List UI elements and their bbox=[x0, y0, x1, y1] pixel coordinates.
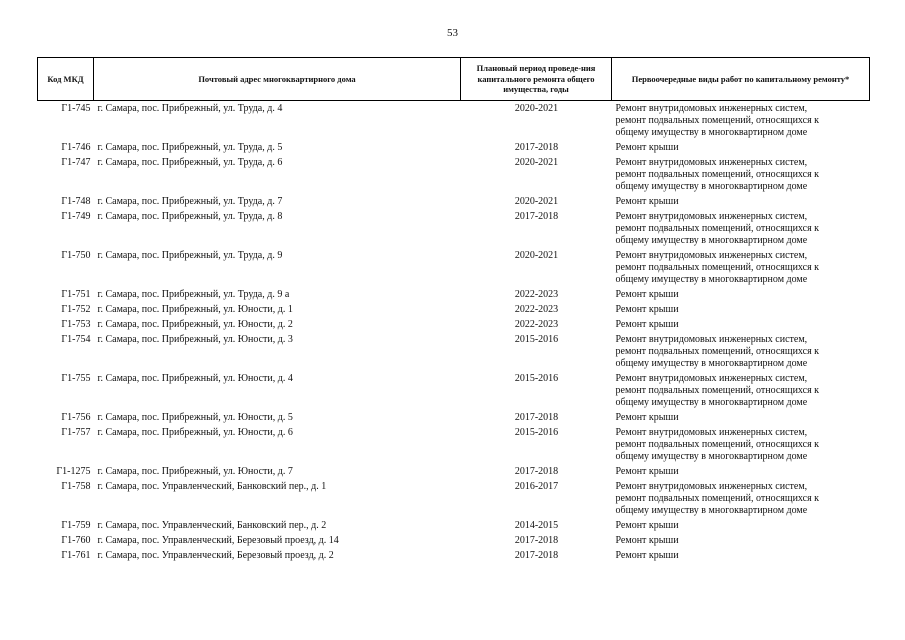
row-address: г. Самара, пос. Прибрежный, ул. Юности, д. 6 bbox=[97, 426, 293, 438]
table-row bbox=[38, 302, 870, 317]
row-code: Г1-758 bbox=[61, 480, 91, 492]
works-line: общему имуществу в многоквартирном доме bbox=[615, 504, 808, 516]
row-code: Г1-759 bbox=[61, 519, 91, 531]
works-line: ремонт подвальных помещений, относящихся к bbox=[615, 345, 820, 357]
row-code: Г1-761 bbox=[61, 549, 91, 561]
works-line: Ремонт крыши bbox=[615, 288, 679, 300]
row-code: Г1-753 bbox=[61, 318, 91, 330]
row-address: г. Самара, пос. Прибрежный, ул. Юности, д. 4 bbox=[97, 372, 293, 384]
works-line: Ремонт крыши bbox=[615, 141, 679, 153]
row-works bbox=[612, 410, 870, 425]
header-row bbox=[38, 58, 870, 101]
table-row bbox=[38, 317, 870, 332]
row-works bbox=[612, 479, 870, 518]
row-works bbox=[612, 371, 870, 410]
row-address: г. Самара, пос. Прибрежный, ул. Труда, д. 9 bbox=[97, 249, 283, 261]
table-row bbox=[38, 479, 870, 518]
works-line: общему имуществу в многоквартирном доме bbox=[615, 126, 808, 138]
row-works bbox=[612, 101, 870, 141]
row-address: г. Самара, пос. Прибрежный, ул. Труда, д. 9 а bbox=[97, 288, 290, 300]
table-row bbox=[38, 287, 870, 302]
works-line: ремонт подвальных помещений, относящихся к bbox=[615, 261, 820, 273]
works-line: Ремонт крыши bbox=[615, 303, 679, 315]
table-row bbox=[38, 209, 870, 248]
row-works bbox=[612, 464, 870, 479]
works-line: Ремонт крыши bbox=[615, 195, 679, 207]
works-line: Ремонт крыши bbox=[615, 549, 679, 561]
row-code: Г1-746 bbox=[61, 141, 91, 153]
row-works bbox=[612, 209, 870, 248]
row-works bbox=[612, 548, 870, 563]
row-works bbox=[612, 317, 870, 332]
row-address: г. Самара, пос. Управленческий, Березовый проезд, д. 2 bbox=[97, 549, 334, 561]
row-period: 2022-2023 bbox=[514, 303, 559, 315]
works-line: ремонт подвальных помещений, относящихся к bbox=[615, 222, 820, 234]
works-line: Ремонт внутридомовых инженерных систем, bbox=[615, 426, 808, 438]
row-works bbox=[612, 248, 870, 287]
header-address: Почтовый адрес многоквартирного дома bbox=[94, 58, 461, 101]
row-code: Г1-760 bbox=[61, 534, 91, 546]
row-address: г. Самара, пос. Прибрежный, ул. Труда, д. 5 bbox=[97, 141, 283, 153]
row-address: г. Самара, пос. Прибрежный, ул. Юности, д. 3 bbox=[97, 333, 293, 345]
works-line: ремонт подвальных помещений, относящихся к bbox=[615, 384, 820, 396]
table-row bbox=[38, 194, 870, 209]
row-period: 2014-2015 bbox=[514, 519, 559, 531]
row-period: 2022-2023 bbox=[514, 318, 559, 330]
header-period: Плановый период проведе-ния капитального ремонта общего имущества, годы bbox=[461, 58, 612, 101]
works-line: ремонт подвальных помещений, относящихся к bbox=[615, 492, 820, 504]
row-works bbox=[612, 533, 870, 548]
row-code: Г1-745 bbox=[61, 102, 91, 114]
row-address: г. Самара, пос. Прибрежный, ул. Труда, д. 4 bbox=[97, 102, 283, 114]
row-code: Г1-751 bbox=[61, 288, 91, 300]
works-line: Ремонт крыши bbox=[615, 534, 679, 546]
row-period: 2016-2017 bbox=[514, 480, 559, 492]
table-row bbox=[38, 371, 870, 410]
table-row bbox=[38, 155, 870, 194]
works-line: Ремонт крыши bbox=[615, 465, 679, 477]
row-code: Г1-747 bbox=[61, 156, 91, 168]
header-works: Первоочередные виды работ по капитальному ремонту* bbox=[612, 58, 870, 101]
row-period: 2017-2018 bbox=[514, 411, 559, 423]
row-works bbox=[612, 332, 870, 371]
table-row bbox=[38, 518, 870, 533]
works-line: Ремонт внутридомовых инженерных систем, bbox=[615, 102, 808, 114]
row-works bbox=[612, 140, 870, 155]
row-period: 2015-2016 bbox=[514, 333, 559, 345]
row-address: г. Самара, пос. Управленческий, Березовый проезд, д. 14 bbox=[97, 534, 339, 546]
header-code: Код МКД bbox=[38, 58, 94, 101]
works-line: ремонт подвальных помещений, относящихся к bbox=[615, 168, 820, 180]
page-number: 53 bbox=[447, 27, 458, 39]
row-period: 2022-2023 bbox=[514, 288, 559, 300]
works-line: общему имуществу в многоквартирном доме bbox=[615, 357, 808, 369]
row-code: Г1-1275 bbox=[56, 465, 91, 477]
row-code: Г1-756 bbox=[61, 411, 91, 423]
row-period: 2020-2021 bbox=[514, 195, 559, 207]
table-header bbox=[38, 58, 870, 101]
row-period: 2017-2018 bbox=[514, 465, 559, 477]
works-line: Ремонт внутридомовых инженерных систем, bbox=[615, 210, 808, 222]
row-address: г. Самара, пос. Прибрежный, ул. Юности, д. 5 bbox=[97, 411, 293, 423]
row-period: 2015-2016 bbox=[514, 372, 559, 384]
table-row bbox=[38, 464, 870, 479]
works-line: Ремонт внутридомовых инженерных систем, bbox=[615, 249, 808, 261]
table-row bbox=[38, 332, 870, 371]
table-row bbox=[38, 248, 870, 287]
row-address: г. Самара, пос. Управленческий, Банковский пер., д. 2 bbox=[97, 519, 327, 531]
row-period: 2015-2016 bbox=[514, 426, 559, 438]
row-works bbox=[612, 302, 870, 317]
works-line: ремонт подвальных помещений, относящихся к bbox=[615, 114, 820, 126]
table-row bbox=[38, 140, 870, 155]
table-row bbox=[38, 410, 870, 425]
row-period: 2017-2018 bbox=[514, 210, 559, 222]
row-works bbox=[612, 155, 870, 194]
row-address: г. Самара, пос. Прибрежный, ул. Юности, д. 1 bbox=[97, 303, 293, 315]
works-line: Ремонт крыши bbox=[615, 411, 679, 423]
row-address: г. Самара, пос. Прибрежный, ул. Труда, д. 6 bbox=[97, 156, 283, 168]
row-code: Г1-750 bbox=[61, 249, 91, 261]
table-row bbox=[38, 101, 870, 141]
row-period: 2020-2021 bbox=[514, 156, 559, 168]
row-code: Г1-757 bbox=[61, 426, 91, 438]
works-line: общему имуществу в многоквартирном доме bbox=[615, 450, 808, 462]
row-code: Г1-752 bbox=[61, 303, 91, 315]
row-works bbox=[612, 194, 870, 209]
table-body bbox=[38, 101, 870, 564]
row-code: Г1-749 bbox=[61, 210, 91, 222]
repair-schedule-table bbox=[37, 57, 870, 563]
works-line: общему имуществу в многоквартирном доме bbox=[615, 180, 808, 192]
works-line: Ремонт внутридомовых инженерных систем, bbox=[615, 372, 808, 384]
works-line: общему имуществу в многоквартирном доме bbox=[615, 234, 808, 246]
row-period: 2020-2021 bbox=[514, 249, 559, 261]
row-works bbox=[612, 425, 870, 464]
row-code: Г1-754 bbox=[61, 333, 91, 345]
works-line: общему имуществу в многоквартирном доме bbox=[615, 396, 808, 408]
works-line: общему имуществу в многоквартирном доме bbox=[615, 273, 808, 285]
row-code: Г1-748 bbox=[61, 195, 91, 207]
works-line: Ремонт крыши bbox=[615, 519, 679, 531]
row-works bbox=[612, 287, 870, 302]
table-row bbox=[38, 548, 870, 563]
row-period: 2017-2018 bbox=[514, 141, 559, 153]
row-address: г. Самара, пос. Прибрежный, ул. Труда, д. 8 bbox=[97, 210, 283, 222]
row-address: г. Самара, пос. Управленческий, Банковский пер., д. 1 bbox=[97, 480, 327, 492]
table-row bbox=[38, 533, 870, 548]
works-line: Ремонт внутридомовых инженерных систем, bbox=[615, 156, 808, 168]
works-line: Ремонт крыши bbox=[615, 318, 679, 330]
row-address: г. Самара, пос. Прибрежный, ул. Юности, д. 7 bbox=[97, 465, 293, 477]
works-line: Ремонт внутридомовых инженерных систем, bbox=[615, 480, 808, 492]
row-period: 2017-2018 bbox=[514, 549, 559, 561]
works-line: ремонт подвальных помещений, относящихся к bbox=[615, 438, 820, 450]
row-code: Г1-755 bbox=[61, 372, 91, 384]
table-row bbox=[38, 425, 870, 464]
works-line: Ремонт внутридомовых инженерных систем, bbox=[615, 333, 808, 345]
row-address: г. Самара, пос. Прибрежный, ул. Юности, д. 2 bbox=[97, 318, 293, 330]
row-address: г. Самара, пос. Прибрежный, ул. Труда, д. 7 bbox=[97, 195, 283, 207]
row-period: 2020-2021 bbox=[514, 102, 559, 114]
row-period: 2017-2018 bbox=[514, 534, 559, 546]
row-works bbox=[612, 518, 870, 533]
